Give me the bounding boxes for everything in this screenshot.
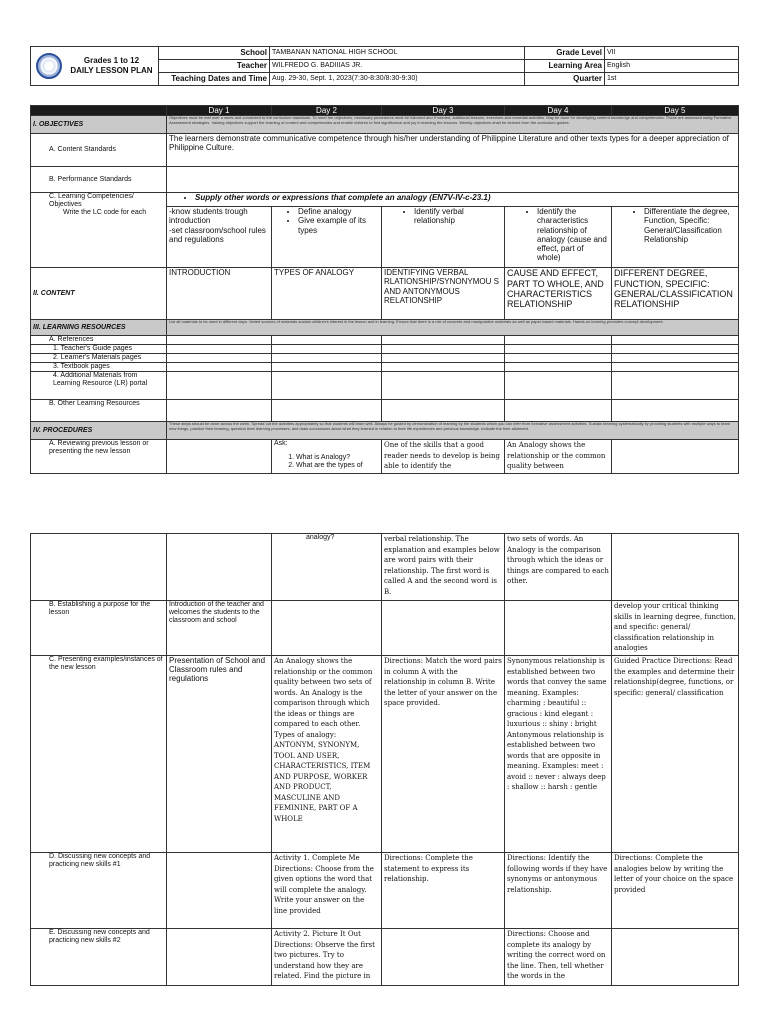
textbook-pages-label: 3. Textbook pages [31,363,167,372]
question-item: 1. What is Analogy? [296,454,379,462]
question-item: 2. What are the types of [296,462,379,470]
objective-item: -set classroom/school rules and regulations [169,225,266,244]
competencies-subtitle: Write the LC code for each [63,209,147,217]
school-logo-cell [31,47,159,86]
content-day-2: TYPES OF ANALOGY [272,268,382,320]
procedure-a-cont-day-1 [167,534,272,601]
day-2-header: Day 2 [272,106,382,116]
learners-materials-label: 2. Learner's Materials pages [31,354,167,363]
quarter-label: Quarter [525,73,605,86]
procedure-e-label: E. Discussing new concepts and practicing new skills #2 [31,929,167,986]
learning-resources-heading: III. LEARNING RESOURCES [31,320,167,336]
plan-title [70,56,152,77]
procedure-e-day-2: Activity 2. Picture It Out Directions: Observe the first two pictures. Try to understand how they are related. Find the picture in [272,929,382,986]
procedure-e-day-3 [382,929,505,986]
teacher-value: WILFREDO G. BADIIIAS JR. [270,60,525,73]
learning-area-label: Learning Area [525,60,605,73]
procedure-b-day-4 [505,601,612,656]
teachers-guide-label: 1. Teacher's Guide pages [31,345,167,354]
grade-level-value: VII [605,47,739,60]
objectives-heading: I. OBJECTIVES [31,116,167,134]
dates-value: Aug. 29-30, Sept. 1, 2023(7:30-8:30/8:30-9:30) [270,73,525,86]
procedure-a-label: A. Reviewing previous lesson or presenting the new lesson [31,440,167,474]
competency-text: • Supply other words or expressions that complete an analogy (EN7V-IV-c-23.1) [195,193,736,202]
objectives-day-5 [612,207,739,268]
school-value: TAMBANAN NATIONAL HIGH SCHOOL [270,47,525,60]
competency-row [167,193,739,207]
grades-title: Grades 1 to 12 [83,55,140,65]
learning-resources-note: List all materials to be used in different days. Varied sources of materials sustain children's interest in the lesson and in learning. Ensure that there is a mix of concrete and manipulative materials as well as paper-based materials. Hands-on learning promotes concept development. [167,320,739,336]
deped-seal-icon [36,53,62,79]
quarter-value: 1st [605,73,739,86]
types-of-analogy-label: Types of analogy: [274,730,337,739]
objectives-day-2 [272,207,382,268]
procedure-a-day-5 [612,440,739,474]
objective-item: • Define analogy [298,207,379,216]
procedures-note: These steps should be done across the week. Spread out the activities appropriately so that students will learn well. Always be guided by demonstration of learning by the students which you can infer from formative assessment activities. Sustain learning systematically by providing students with multiple ways to learn new things, practice their learning, question their learning processes, and draw conclusions about what they learned in relation to their life experiences and previous knowledge. Indicate the time allotment. [167,422,739,440]
procedure-b-label: B. Establishing a purpose for the lesson [31,601,167,656]
objectives-day-1 [167,207,272,268]
procedure-e-day-5 [612,929,739,986]
objective-item: • Identify the characteristics relationship of analogy (cause and effect, part of whole) [537,207,609,262]
learning-competencies-label [31,193,167,268]
types-of-analogy-list: ANTONYM, SYNONYM, TOOL AND USER, CHARACTERISTICS, ITEM AND PURPOSE, WORKER AND PRODUCT, MASCULINE AND FEMININE, PART OF A WHOLE [274,741,371,823]
dates-label: Teaching Dates and Time [159,73,270,86]
lesson-table-part-2 [30,533,739,986]
procedure-b-day-5: develop your critical thinking skills in learning degree, function, and specific: general/ classification relationship in analogies [612,601,739,656]
objectives-note: Objectives must be met over a week and connected to the curriculum standards. To meet the objectives, necessary procedures must be followed and if needed, additional lessons, exercises and remedial activities. May be done for developing content knowledge and competencies. These are assessed using Formative Assessment strategies. Valuing objectives support the learning of content and competencies and enable children to find significance and joy in learning the lessons. Weekly objectives shall be derived from the curriculum guides. [167,116,739,134]
procedure-a-cont-day-4: two sets of words. An Analogy is the comparison through which the ideas or things are compared to each other. [505,534,612,601]
procedure-b-day-1: Introduction of the teacher and welcomes the students to the classroom and school [167,601,272,656]
lesson-table-part-1 [30,105,739,474]
procedure-d-day-5: Directions: Complete the analogies below by writing the letter of your choice on the space provided [612,853,739,929]
references-label: A. References [31,336,167,345]
procedure-a-day-1 [167,440,272,474]
procedure-d-day-3: Directions: Complete the statement to express its relationship. [382,853,505,929]
procedure-b-day-2 [272,601,382,656]
procedure-d-day-2: Activity 1. Complete Me Directions: Choose from the given options the word that will complete the analogy. Write your answer on the line provided [272,853,382,929]
procedure-c-day-4: Synonymous relationship is established between two words that convey the same meaning. Examples: charming : beautiful :: gracious : kind elegant : luxurious :: shiny : bright Antonymous relationship is established between two words that are opposite in meaning. Examples: meet : avoid :: never : always deep : shallow :: harsh : gentle [505,656,612,853]
day-4-header: Day 4 [505,106,612,116]
procedure-a-cont-label [31,534,167,601]
procedure-a-cont-day-5 [612,534,739,601]
procedure-c-day-2 [272,656,382,853]
other-resources-label: B. Other Learning Resources [31,400,167,422]
content-day-5: DIFFERENT DEGREE, FUNCTION, SPECIFIC: GENERAL/CLASSIFICATION RELATIONSHIP [612,268,739,320]
procedure-e-day-4: Directions: Choose and complete its analogy by writing the correct word on the line. Then, tell whether the words in the [505,929,612,986]
procedure-a-day-3: One of the skills that a good reader needs to develop is being able to identify the [382,440,505,474]
objectives-day-3 [382,207,505,268]
additional-materials-label: 4. Additional Materials from Learning Resource (LR) portal [31,372,167,400]
procedure-d-day-1 [167,853,272,929]
procedure-a-cont-day-2: analogy? [272,534,382,601]
day-5-header: Day 5 [612,106,739,116]
objective-item: -know students trough introduction [169,207,248,226]
procedure-b-day-3 [382,601,505,656]
header-table [30,46,739,86]
day-1-header: Day 1 [167,106,272,116]
performance-standards-label: B. Performance Standards [31,167,167,193]
objective-item: • Identify verbal relationship [414,207,502,225]
procedure-c-day-1: Presentation of School and Classroom rules and regulations [167,656,272,853]
procedures-heading: IV. PROCEDURES [31,422,167,440]
procedure-a-cont-day-3: verbal relationship. The explanation and examples below are word pairs with their relationship. The first word is called A and the second word is B. [382,534,505,601]
procedure-c-label: C. Presenting examples/instances of the new lesson [31,656,167,853]
procedure-a-day-2 [272,440,382,474]
content-standards-label: A. Content Standards [31,134,167,167]
competencies-title: C. Learning Competencies/ Objectives [49,193,134,209]
teacher-label: Teacher [159,60,270,73]
content-standards-text: The learners demonstrate communicative competence through his/her understanding of Philippine Literature and other texts types for a deeper appreciation of Philippine Culture. [167,134,739,167]
objective-item: • Differentiate the degree, Function, Specific: General/Classification Relationship [644,207,736,244]
school-label: School [159,47,270,60]
procedure-d-label: D. Discussing new concepts and practicing new skills #1 [31,853,167,929]
content-heading: II. CONTENT [31,268,167,320]
learning-area-value: English [605,60,739,73]
day-header-row [31,106,739,116]
objective-item: • Give example of its types [298,216,379,234]
content-day-1: INTRODUCTION [167,268,272,320]
content-day-3: IDENTIFYING VERBAL RLATIONSHIP/SYNONYMOU S AND ANTONYMOUS RELATIONSHIP [382,268,505,320]
procedure-d-day-4: Directions: Identify the following words if they have synonyms or antonymous relationship. [505,853,612,929]
analogy-definition: An Analogy shows the relationship or the common quality between two sets of words. An Analogy is the comparison through which the ideas or things are compared to each other. [274,657,373,728]
procedure-a-day-4: An Analogy shows the relationship or the common quality between [505,440,612,474]
procedure-c-day-3: Directions: Match the word pairs in column A with the relationship in column B. Write the letter of your answer on the space provided. [382,656,505,853]
daily-lesson-plan-title: DAILY LESSON PLAN [70,66,153,75]
performance-standards-text [167,167,739,193]
content-day-4: CAUSE AND EFFECT, PART TO WHOLE, AND CHARACTERISTICS RELATIONSHIP [505,268,612,320]
procedure-e-day-1 [167,929,272,986]
grade-level-label: Grade Level [525,47,605,60]
ask-label: Ask: [274,440,288,448]
objectives-day-4 [505,207,612,268]
procedure-c-day-5: Guided Practice Directions: Read the examples and determine their relationship(degree, functions, or specific: general/ classification [612,656,739,853]
day-3-header: Day 3 [382,106,505,116]
